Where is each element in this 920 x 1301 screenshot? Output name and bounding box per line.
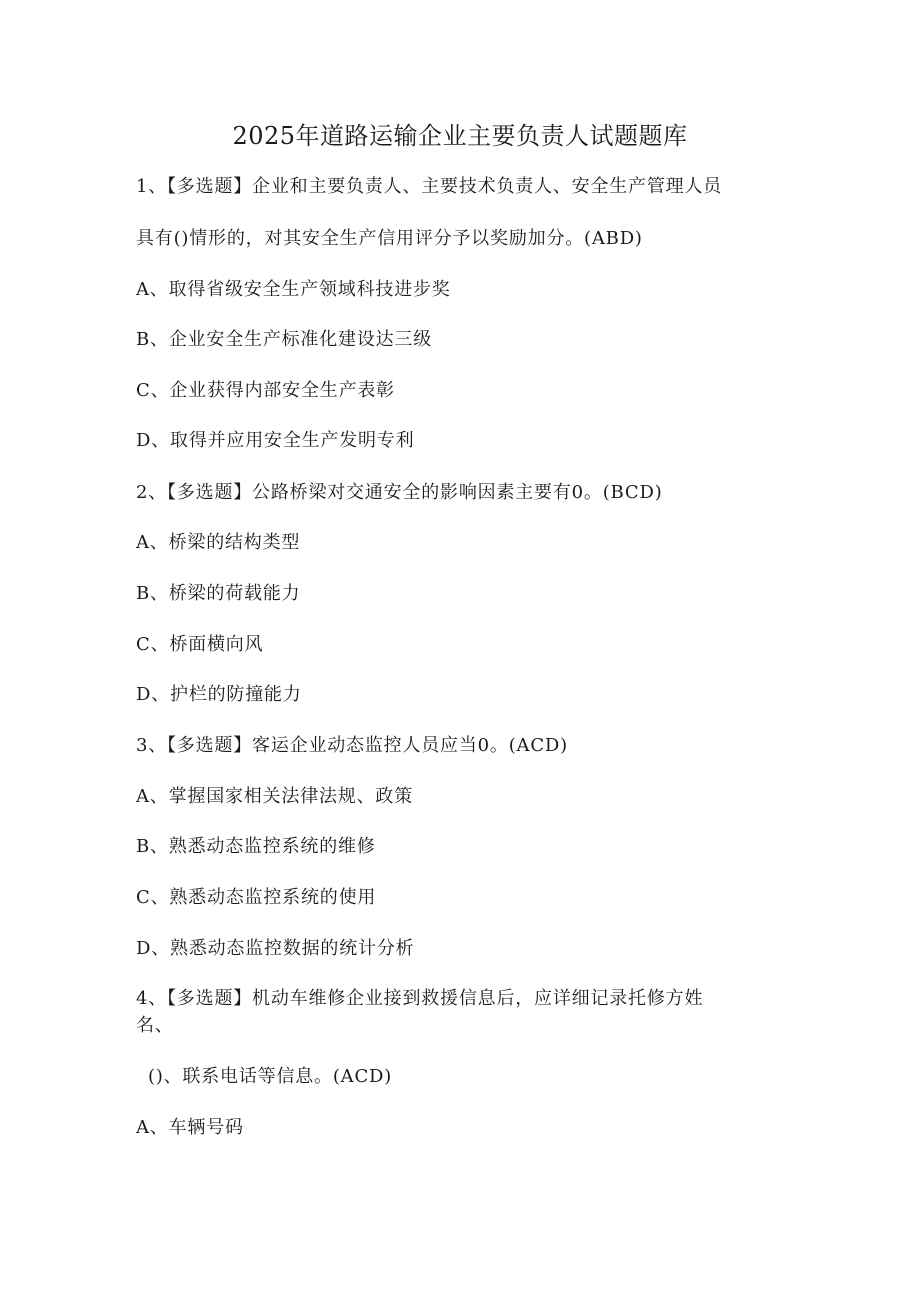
question-2-stem: 2、【多选题】公路桥梁对交通安全的影响因素主要有0。(BCD)	[136, 482, 663, 503]
question-2-option-b: B、桥梁的荷载能力	[136, 583, 301, 604]
question-3-option-a: A、掌握国家相关法律法规、政策	[136, 786, 413, 807]
question-1-stem-line-2: 具有()情形的，对其安全生产信用评分予以奖励加分。(ABD)	[136, 228, 643, 249]
document-title: 2025年道路运输企业主要负责人试题题库	[232, 122, 688, 150]
question-1-option-c: C、企业获得内部安全生产表彰	[136, 380, 395, 401]
question-1-option-d: D、取得并应用安全生产发明专利	[136, 430, 415, 451]
question-3-option-b: B、熟悉动态监控系统的维修	[136, 836, 376, 857]
question-1-option-a: A、取得省级安全生产领域科技进步奖	[136, 279, 451, 300]
question-4-stem-line-1: 4、【多选题】机动车维修企业接到救援信息后，应详细记录托修方姓	[136, 988, 704, 1009]
question-3-stem: 3、【多选题】客运企业动态监控人员应当0。(ACD)	[136, 735, 568, 756]
question-4-option-a: A、车辆号码	[136, 1117, 244, 1138]
question-2-option-c: C、桥面横向风	[136, 634, 264, 655]
question-1-stem-line-1: 1、【多选题】企业和主要负责人、主要技术负责人、安全生产管理人员	[136, 176, 723, 197]
question-4-stem-line-2: 名、	[136, 1015, 174, 1036]
question-2-option-a: A、桥梁的结构类型	[136, 532, 301, 553]
question-3-option-d: D、熟悉动态监控数据的统计分析	[136, 938, 415, 959]
question-4-stem-line-3: ()、联系电话等信息。(ACD)	[148, 1066, 393, 1087]
question-2-option-d: D、护栏的防撞能力	[136, 684, 302, 705]
question-3-option-c: C、熟悉动态监控系统的使用	[136, 887, 377, 908]
question-1-option-b: B、企业安全生产标准化建设达三级	[136, 329, 433, 350]
